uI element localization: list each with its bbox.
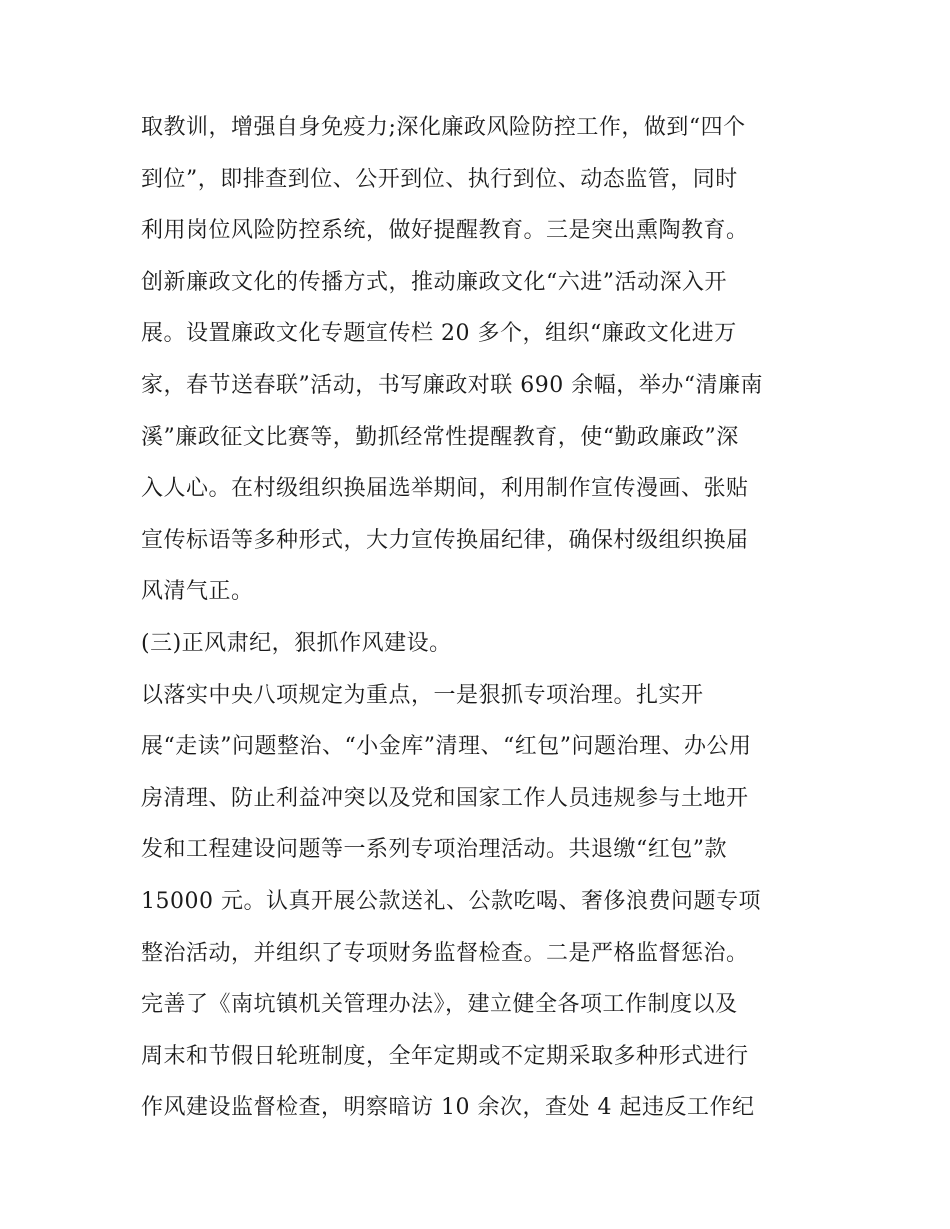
section-heading: (三)正风肃纪，狠抓作风建设。 bbox=[141, 630, 452, 656]
body-text bbox=[141, 108, 821, 1140]
text-line: 以落实中央八项规定为重点，一是狠抓专项治理。扎实开 bbox=[141, 682, 704, 708]
text-line: 入人心。在村级组织换届选举期间，利用制作宣传漫画、张贴 bbox=[141, 476, 749, 502]
text-line: 作风建设监督检查，明察暗访 10 余次，查处 4 起违反工作纪 bbox=[141, 1095, 755, 1121]
text-line: 创新廉政文化的传播方式，推动廉政文化“六进”活动深入开 bbox=[141, 269, 727, 295]
text-line: 宣传标语等多种形式，大力宣传换届纪律，确保村级组织换届 bbox=[141, 527, 749, 553]
text-line: 完善了《南坑镇机关管理办法》，建立健全各项工作制度以及 bbox=[141, 992, 738, 1018]
text-line: 到位”，即排查到位、公开到位、执行到位、动态监管，同时 bbox=[141, 166, 738, 192]
text-line: 利用岗位风险防控系统，做好提醒教育。三是突出熏陶教育。 bbox=[141, 218, 749, 244]
text-line: 取教训，增强自身免疫力;深化廉政风险防控工作，做到“四个 bbox=[141, 115, 746, 140]
text-line: 展“走读”问题整治、“小金库”清理、“红包”问题治理、办公用 bbox=[141, 734, 752, 760]
text-line: 15000 元。认真开展公款送礼、公款吃喝、奢侈浪费问题专项 bbox=[141, 888, 761, 914]
text-line: 整治活动，并组织了专项财务监督检查。二是严格监督惩治。 bbox=[141, 940, 749, 966]
text-line: 周末和节假日轮班制度，全年定期或不定期采取多种形式进行 bbox=[141, 1043, 749, 1069]
text-line: 溪”廉政征文比赛等，勤抓经常性提醒教育，使“勤政廉政”深 bbox=[141, 424, 739, 450]
text-line: 风清气正。 bbox=[141, 579, 254, 605]
text-line: 家，春节送春联”活动，书写廉政对联 690 余幅，举办“清廉南 bbox=[141, 372, 763, 398]
text-line: 房清理、防止利益冲突以及党和国家工作人员违规参与土地开 bbox=[141, 785, 749, 811]
text-line: 发和工程建设问题等一系列专项治理活动。共退缴“红包”款 bbox=[141, 837, 727, 863]
text-line: 展。设置廉政文化专题宣传栏 20 多个，组织“廉政文化进万 bbox=[141, 321, 737, 347]
